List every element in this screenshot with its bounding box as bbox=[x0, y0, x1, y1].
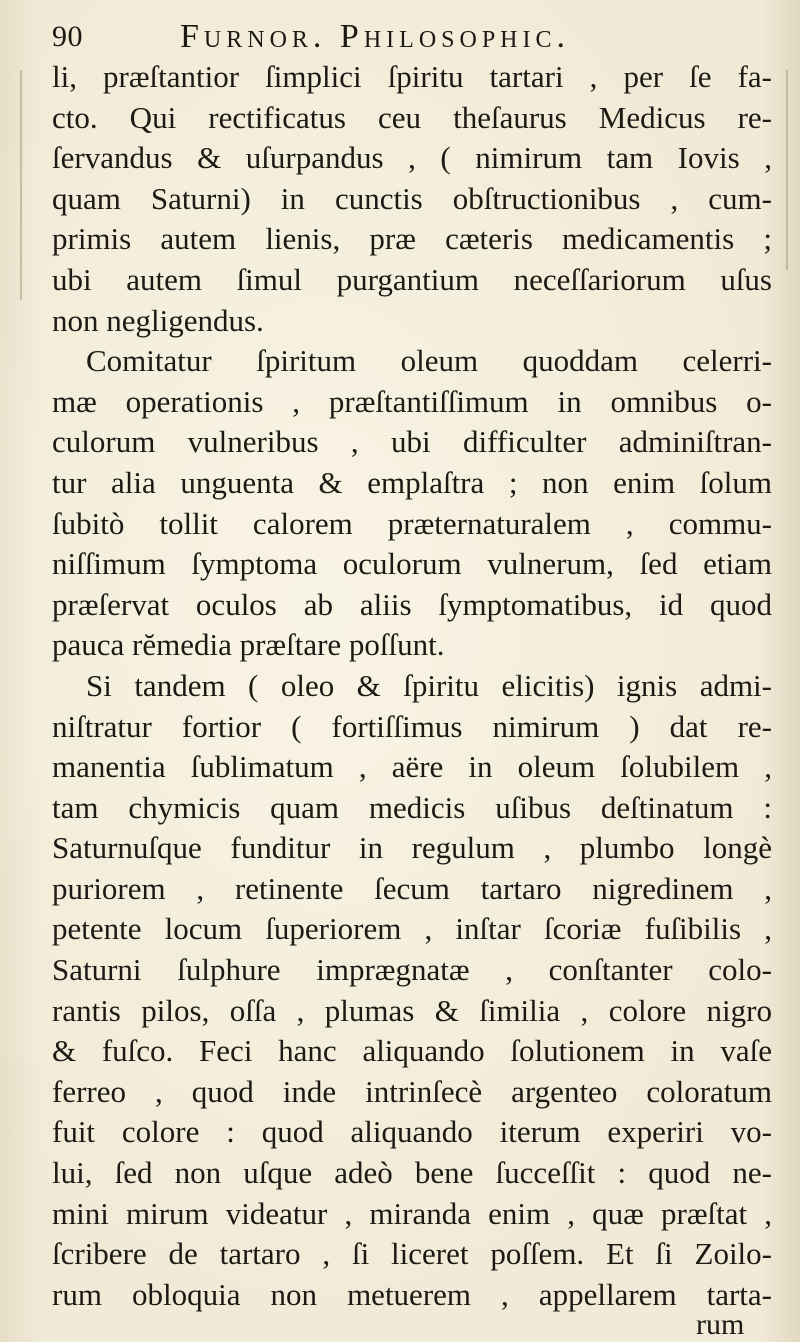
text-line: rantis pilos, oſſa , plumas & ſimilia , colore nigro bbox=[52, 992, 772, 1028]
left-margin-shadow bbox=[20, 70, 22, 300]
text-line: li, præſtantior ſimplici ſpiritu tartari , per ſe fa- bbox=[52, 59, 772, 94]
text-line: Saturnuſque funditur in regulum , plumbo longè bbox=[52, 830, 772, 866]
text-line: Saturni ſulphure imprægnatæ , conſtanter colo- bbox=[52, 952, 772, 988]
text-line: præſervat oculos ab aliis ſymptomatibus, id quod bbox=[52, 586, 772, 622]
text-line: fuit colore : quod aliquando iterum experiri vo- bbox=[52, 1114, 772, 1150]
page-number: 90 bbox=[52, 20, 83, 53]
text-line: pauca rĕmedia præſtare poſſunt. bbox=[52, 627, 445, 663]
text-line: ubi autem ſimul purgantium neceſſariorum uſus bbox=[52, 261, 772, 297]
text-line: & fuſco. Feci hanc aliquando ſolutionem in vaſe bbox=[52, 1033, 772, 1069]
page-header bbox=[52, 16, 752, 58]
text-line: Si tandem ( oleo & ſpiritu elicitis) ignis admi- bbox=[86, 667, 772, 703]
text-line: ſubitò tollit calorem præternaturalem , commu- bbox=[52, 505, 772, 541]
text-line: tur alia unguenta & emplaſtra ; non enim ſolum bbox=[52, 464, 772, 500]
text-line: mæ operationis , præſtantiſſimum in omnibus o- bbox=[52, 383, 772, 419]
text-line: niſtratur fortior ( fortiſſimus nimirum ) dat re- bbox=[52, 708, 772, 744]
text-line: primis autem lienis, præ cæteris medicamentis ; bbox=[52, 221, 772, 257]
text-line: quam Saturni) in cunctis obſtructionibus , cum- bbox=[52, 180, 772, 216]
right-margin-shadow bbox=[786, 70, 788, 270]
body-text bbox=[52, 57, 772, 1315]
text-line: mini mirum videatur , miranda enim , quæ præſtat , bbox=[52, 1195, 772, 1231]
text-line: niſſimum ſymptoma oculorum vulnerum, ſed etiam bbox=[52, 546, 772, 582]
text-line: ferreo , quod inde intrinſecè argenteo coloratum bbox=[52, 1073, 772, 1109]
text-line: petente locum ſuperiorem , inſtar ſcoriæ fuſibilis , bbox=[52, 911, 772, 947]
text-line: rum obloquia non metuerem , appellarem tarta- bbox=[52, 1276, 772, 1312]
text-line: puriorem , retinente ſecum tartaro nigredinem , bbox=[52, 870, 772, 906]
text-line: manentia ſublimatum , aëre in oleum ſolubilem , bbox=[52, 749, 772, 785]
text-line: culorum vulneribus , ubi difficulter adminiſtran- bbox=[52, 424, 772, 460]
text-line: ſervandus & uſurpandus , ( nimirum tam Iovis , bbox=[52, 140, 772, 176]
catchword: rum bbox=[696, 1308, 745, 1341]
text-line: Comitatur ſpiritum oleum quoddam celerri- bbox=[86, 343, 772, 379]
text-line: non negligendus. bbox=[52, 302, 264, 338]
text-line: tam chymicis quam medicis uſibus deſtinatum : bbox=[52, 789, 772, 825]
text-line: cto. Qui rectificatus ceu theſaurus Medicus re- bbox=[52, 99, 772, 135]
text-line: lui, ſed non uſque adeò bene ſucceſſit : quod ne- bbox=[52, 1155, 772, 1191]
text-line: ſcribere de tartaro , ſi liceret poſſem. Et ſi Zoilo- bbox=[52, 1236, 772, 1272]
running-head: Furnor. Philosophic. bbox=[180, 18, 571, 55]
